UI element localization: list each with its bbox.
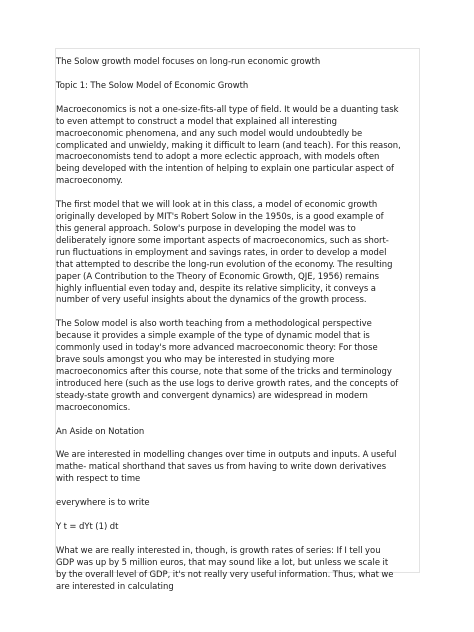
paragraph-intro: Macroeconomics is not a one-size-fits-all type of field. It would be a duanting task to even attempt to construct a model that explained all interesting macroeconomic phenomena, and any such model would undoubtedly be complicated and unwieldy, making it difficult to learn (and teach). For this reason, macroeconomists tend to adopt a more eclectic approach, with models often being developed with the intention of helping to explain one particular aspect of macroeconomy. bbox=[56, 103, 401, 186]
document-body bbox=[56, 56, 418, 605]
paragraph-everywhere: everywhere is to write bbox=[56, 497, 150, 508]
paragraph-methodology: The Solow model is also worth teaching from a methodological perspective because it provides a simple example of the type of dynamic model that is commonly used in today's more advanced macroeconomic theory: For those brave souls amongst you who may be interested in studying more macroeconomics after this course, note that some of the tricks and terminology introduced here (such as the use logs to derive growth rates, and the concepts of steady-state growth and convergent dynamics) are widespread in modern macroeconomics. bbox=[56, 318, 399, 412]
document-heading: The Solow growth model focuses on long-run economic growth bbox=[56, 56, 321, 66]
paragraph-notation: We are interested in modelling changes over time in outputs and inputs. A useful mathe- matical shorthand that saves us from having to write down derivatives with respect to time bbox=[56, 449, 397, 484]
topic-title: Topic 1: The Solow Model of Economic Growth bbox=[56, 79, 249, 90]
equation-1: Y t = dYt (1) dt bbox=[56, 521, 119, 532]
section-heading-notation: An Aside on Notation bbox=[56, 425, 145, 436]
paragraph-solow-origin: The first model that we will look at in this class, a model of economic growth originally developed by MIT's Robert Solow in the 1950s, is a good example of this general approach. Solow's purpose in developing the model was to deliberately ignore some important aspects of macroeconomics, such as short- run fluctuations in employment and savings rates, in order to develop a model that attempted to describe the long-run evolution of the economy. The resulting paper (A Contribution to the Theory of Economic Growth, QJE, 1956) remains highly influential even today and, despite its relative simplicity, it conveys a number of very useful insights about the dynamics of the growth process. bbox=[56, 199, 393, 305]
paragraph-growth-rates: What we are really interested in, though, is growth rates of series: If I tell you GDP was up by 5 million euros, that may sound like a lot, but unless we scale it by the overall level of GDP, it's not really very useful information. Thus, what we are interested in calculating bbox=[56, 545, 394, 591]
